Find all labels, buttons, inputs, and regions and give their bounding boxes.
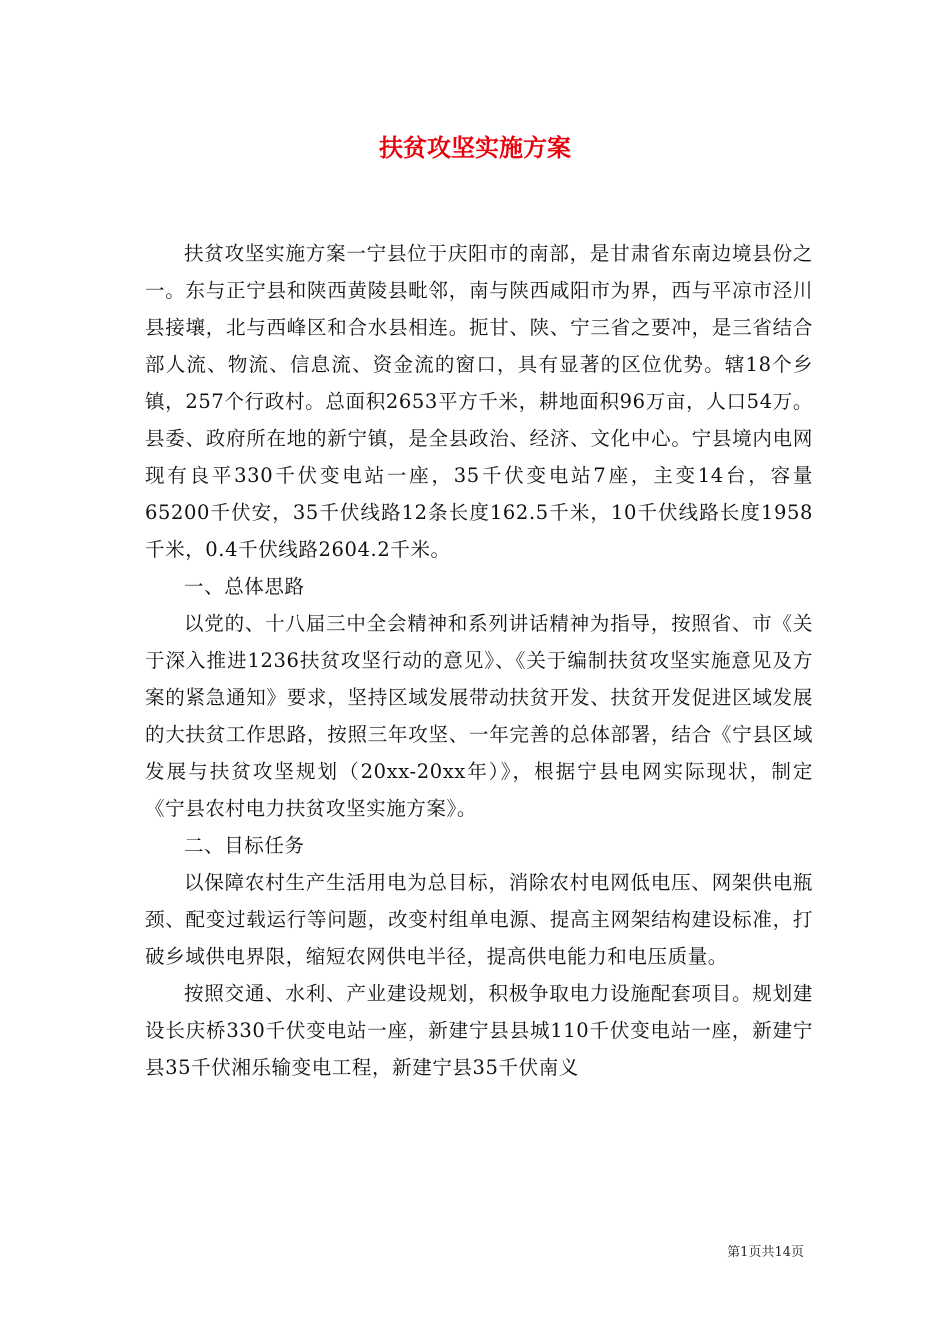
- paragraph-projects: 按照交通、水利、产业建设规划，积极争取电力设施配套项目。规划建设长庆桥330千伏变电站一座，新建宁县县城110千伏变电站一座，新建宁县35千伏湘乐输变电工程，新建宁县35千伏南义: [145, 982, 813, 1079]
- page-number-footer: 第1页共14页: [727, 1245, 804, 1260]
- paragraph-overall-approach: 以党的、十八届三中全会精神和系列讲话精神为指导，按照省、市《关于深入推进1236扶贫攻坚行动的意见》、《关于编制扶贫攻坚实施意见及方案的紧急通知》要求，坚持区域发展带动扶贫开发、扶贫开发促进区域发展的大扶贫工作思路，按照三年攻坚、一年完善的总体部署，结合《宁县区域发展与扶贫攻坚规划（20xx-20xx年）》，根据宁县电网实际现状，制定《宁县农村电力扶贫攻坚实施方案》。: [145, 612, 813, 820]
- document-body: [145, 235, 813, 1086]
- paragraph-goals: 以保障农村生产生活用电为总目标，消除农村电网低电压、网架供电瓶颈、配变过载运行等问题，改变村组单电源、提高主网架结构建设标准，打破乡域供电界限，缩短农网供电半径，提高供电能力和电压质量。: [145, 871, 813, 968]
- paragraph-intro: 扶贫攻坚实施方案一宁县位于庆阳市的南部，是甘肃省东南边境县份之一。东与正宁县和陕西黄陵县毗邻，南与陕西咸阳市为界，西与平凉市泾川县接壤，北与西峰区和合水县相连。扼甘、陕、宁三省之要冲，是三省结合部人流、物流、信息流、资金流的窗口，具有显著的区位优势。辖18个乡镇，257个行政村。总面积2653平方千米，耕地面积96万亩，人口54万。县委、政府所在地的新宁镇，是全县政治、经济、文化中心。宁县境内电网现有良平330千伏变电站一座，35千伏变电站7座，主变14台，容量65200千伏安，35千伏线路12条长度162.5千米，10千伏线路长度1958千米，0.4千伏线路2604.2千米。: [145, 242, 813, 561]
- section-heading-goals: 二、目标任务: [184, 834, 305, 857]
- section-heading-overall-approach: 一、总体思路: [184, 575, 305, 598]
- document-title: 扶贫攻坚实施方案: [379, 133, 571, 162]
